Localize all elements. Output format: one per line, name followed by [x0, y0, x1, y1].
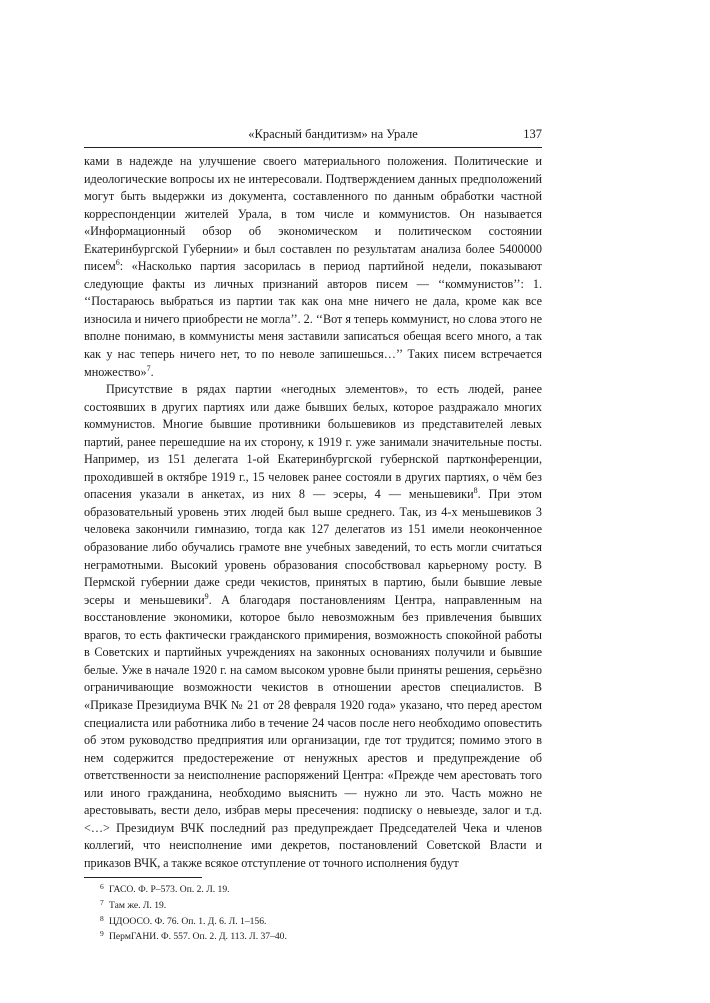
footnote: [100, 897, 542, 913]
footnote-ref-6: 6: [115, 258, 120, 268]
running-title: «Красный бандитизм» на Урале: [248, 127, 418, 141]
running-header: [84, 125, 542, 143]
footnote-rule: [84, 877, 202, 878]
book-page: [84, 125, 542, 944]
page-number: 137: [523, 127, 542, 141]
footnote-ref-9: 9: [204, 591, 209, 601]
footnote-text: ГАСО. Ф. Р–573. Оп. 2. Л. 19.: [109, 884, 230, 896]
footnote-text: ПермГАНИ. Ф. 557. Оп. 2. Д. 113. Л. 37–40.: [109, 931, 287, 943]
header-rule: [84, 147, 542, 148]
footnote-number: 7: [100, 898, 104, 908]
footnote: [100, 928, 542, 944]
paragraph-2-text-c: . А благодаря постановлениям Центра, направленным на восстановление экономики, которое было невозможным без привлечения бывших врагов, то есть фактически гражданского примирения, возможность спокойной работы в Советских и партийных учреждениях на законных основаниях получили и бывшие белые. Уже в начале 1920 г. на самом высоком уровне были приняты решения, серьёзно ограничивающие возможности чекистов в отношении арестов специалистов. В «Приказе Президиума ВЧК № 21 от 28 февраля 1920 года» указано, что перед арестом специалиста или работника либо в течение 24 часов после него необходимо оповестить об этом руководство предприятия или организации, где тот трудится; помимо этого в нем содержится предостережение от ненужных арестов и предупреждение об ответственности за неисполнение распоряжений Центра: «Прежде чем арестовать того или иного гражданина, необходимо выяснить — нужно ли это. Часть можно не арестовывать, вести дело, избрав меры пресечения: подписку о невыезде, залог и т.д. <…> Президиум ВЧК последний раз предупреждает Председателей Чека и членов коллегий, что неисполнение ими декретов, постановлений Советской Власти и приказов ВЧК, а также всякое отступление от точного исполнения будут: [84, 592, 542, 870]
footnote-ref-8: 8: [473, 486, 478, 496]
footnote-number: 8: [100, 913, 104, 923]
paragraph-1-text-a: ками в надежде на улучшение своего материального положения. Политические и идеологические вопросы их не интересовали. Подтверждением данных предположений могут быть выдержки из документа, составленного по данным обработки частной корреспонденции жителей Урала, в том числе и коммунистов. Он называется «Информационный обзор об экономическом и политическом состоянии Екатеринбургской Губернии» и был составлен по результатам анализа более 5400000 писем: [84, 154, 542, 274]
footnote: [100, 881, 542, 897]
body-text: [84, 153, 542, 872]
paragraph-1: [84, 153, 542, 381]
paragraph-2-text-a: Присутствие в рядах партии «негодных элементов», то есть людей, ранее состоявших в других партиях или даже бывших белых, которое раздражало многих коммунистов. Многие бывшие противники большевиков из представителей левых партий, ранее перешедшие на их сторону, к 1919 г. уже занимали значительные посты. Например, из 151 делегата 1-ой Екатеринбургской губернской партконференции, проходившей в октябре 1919 г., 15 человек ранее состояли в других партиях, о чём без опасения указали в анкетах, из них 8 — эсеры, 4 — меньшевики: [84, 382, 542, 502]
footnote-text: ЦДООСО. Ф. 76. Оп. 1. Д. 6. Л. 1–156.: [109, 915, 267, 927]
footnote: [100, 913, 542, 929]
footnote-number: 6: [100, 882, 104, 892]
paragraph-1-text-c: .: [150, 364, 154, 379]
paragraph-1-text-b: : «Насколько партия засорилась в период партийной недели, показывают следующие факты из личных признаний авторов писем — ‘‘коммунистов’’: 1. ‘‘Постараюсь выбраться из партии так как она мне ничего не дала, кроме как все износила и ничего приобрести не могла’’. 2. ‘‘Вот я теперь коммунист, но слова этого не вполне понимаю, в коммунисты меня заставили записаться обещая всего много, а так как у нас теперь ничего нет, то по неволе запишешься…’’ Таких писем встречается множество»: [84, 259, 542, 379]
paragraph-2: [84, 381, 542, 872]
paragraph-2-text-b: . При этом образовательный уровень этих людей был выше среднего. Так, из 4-х меньшевиков 3 человека закончили гимназию, тогда как 127 делегатов из 151 имели неоконченное образование либо обучались грамоте вне учебных заведений, то есть могли считаться неграмотными. Высокий уровень образования способствовал карьерному росту. В Пермской губернии даже среди чекистов, принятых в партию, были бывшие левые эсеры и меньшевики: [84, 487, 542, 607]
footnote-number: 9: [100, 929, 104, 939]
footnote-text: Там же. Л. 19.: [109, 900, 167, 912]
footnotes: [84, 881, 542, 943]
footnote-ref-7: 7: [146, 363, 151, 373]
